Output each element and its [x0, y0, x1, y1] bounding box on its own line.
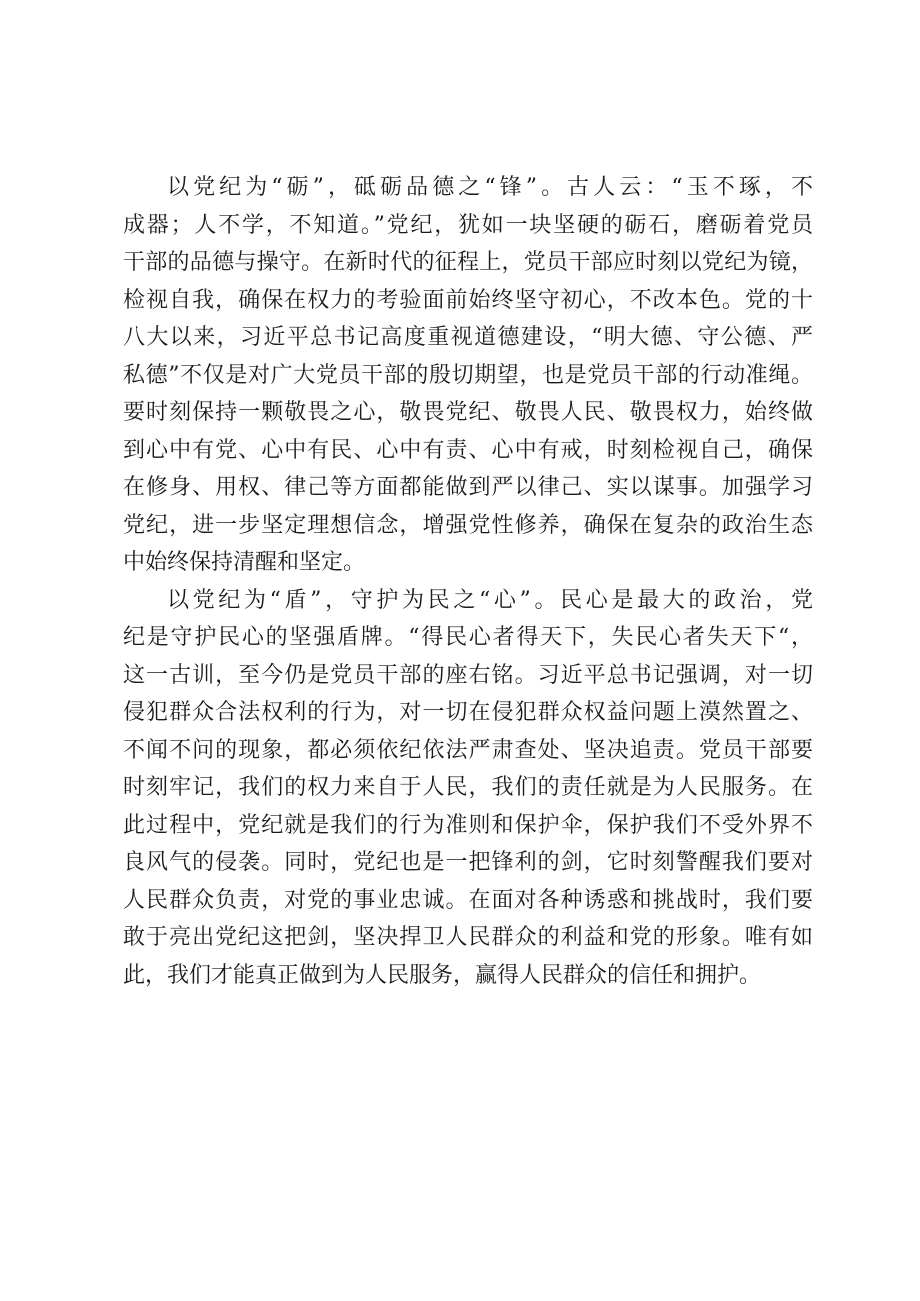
- paragraph-line: 这一古训，至今仍是党员干部的座右铭。习近平总书记强调，对一切: [123, 662, 813, 688]
- paragraph-line: 中始终保持清醒和坚定。: [123, 550, 366, 575]
- document-body: [123, 169, 813, 994]
- paragraph-line: 到心中有党、心中有民、心中有责、心中有戒，时刻检视自己，确保: [123, 437, 813, 463]
- paragraph-discipline-whetstone: [123, 169, 813, 582]
- paragraph-line: 良风气的侵袭。同时，党纪也是一把锋利的剑，它时刻警醒我们要对: [123, 850, 813, 875]
- paragraph-line: 党纪，进一步坚定理想信念，增强党性修养，确保在复杂的政治生态: [123, 512, 813, 538]
- paragraph-line: 检视自我，确保在权力的考验面前始终坚守初心，不改本色。党的十: [123, 287, 813, 313]
- paragraph-line: 敢于亮出党纪这把剑，坚决捍卫人民群众的利益和党的形象。唯有如: [123, 925, 813, 950]
- paragraph-line: 干部的品德与操守。在新时代的征程上，党员干部应时刻以党纪为镜，: [123, 250, 813, 275]
- paragraph-line: 人民群众负责，对党的事业忠诚。在面对各种诱惑和挑战时，我们要: [123, 887, 813, 913]
- paragraph-line: 此过程中，党纪就是我们的行为准则和保护伞，保护我们不受外界不: [123, 812, 813, 838]
- paragraph-line: 侵犯群众合法权利的行为，对一切在侵犯群众权益问题上漠然置之、: [123, 700, 813, 725]
- paragraph-line: 要时刻保持一颗敬畏之心，敬畏党纪、敬畏人民、敬畏权力，始终做: [123, 400, 813, 425]
- paragraph-line: 以党纪为“盾”，守护为民之“心”。民心是最大的政治，党: [167, 587, 813, 613]
- paragraph-line: 以党纪为“砺”，砥砺品德之“锋”。古人云：“玉不琢，不: [167, 175, 813, 200]
- paragraph-line: 八大以来，习近平总书记高度重视道德建设，“明大德、守公德、严: [123, 325, 813, 350]
- paragraph-line: 此，我们才能真正做到为人民服务，赢得人民群众的信任和拥护。: [123, 962, 762, 988]
- paragraph-line: 在修身、用权、律己等方面都能做到严以律己、实以谋事。加强学习: [123, 475, 813, 500]
- paragraph-line: 不闻不问的现象，都必须依纪依法严肃查处、坚决追责。党员干部要: [123, 737, 813, 763]
- paragraph-line: 私德”不仅是对广大党员干部的殷切期望，也是党员干部的行动准绳。: [123, 362, 813, 388]
- paragraph-line: 成器；人不学，不知道。”党纪，犹如一块坚硬的砺石，磨砺着党员: [123, 212, 813, 238]
- paragraph-line: 纪是守护民心的坚强盾牌。“得民心者得天下，失民心者失天下“，: [123, 625, 813, 650]
- paragraph-line: 时刻牢记，我们的权力来自于人民，我们的责任就是为人民服务。在: [123, 775, 813, 800]
- paragraph-discipline-shield: [123, 582, 813, 995]
